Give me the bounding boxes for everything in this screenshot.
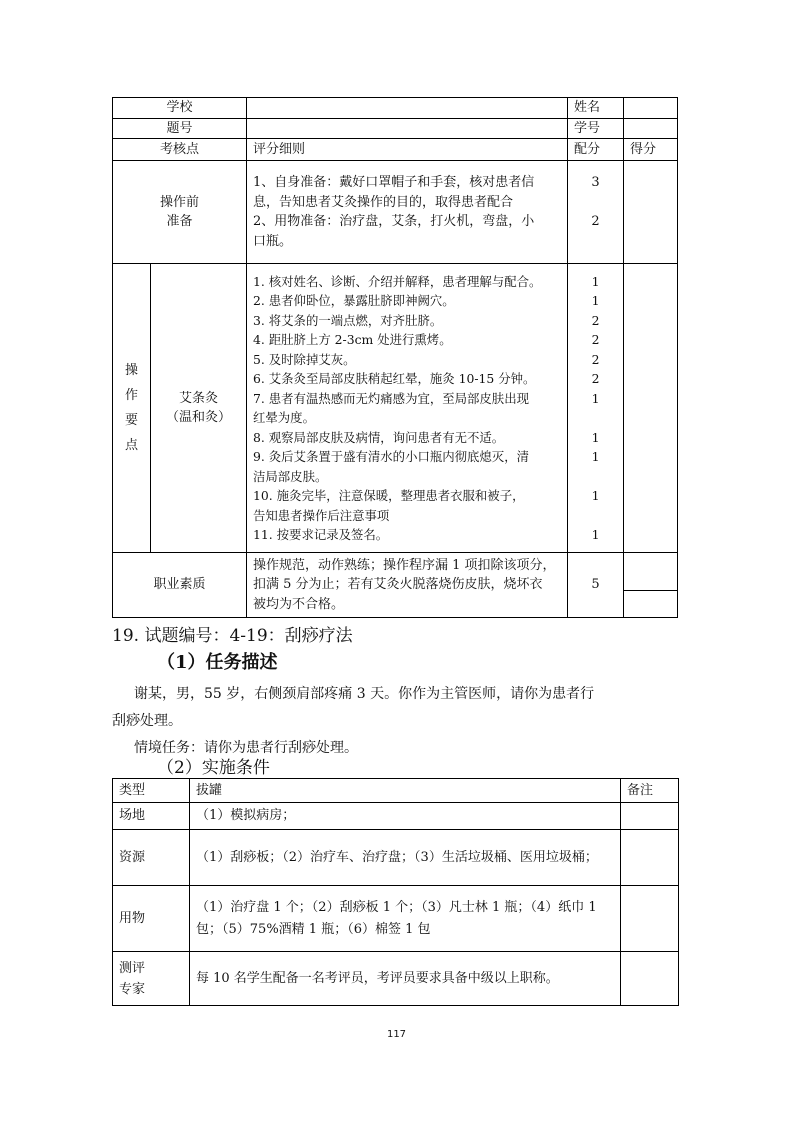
ops-score [574,506,617,526]
cond-header-note: 备注 [621,779,679,803]
ops-score: 2 [591,332,600,347]
prep-scores [568,161,624,264]
header-got: 得分 [624,139,678,161]
ops-score: 2 [591,312,600,328]
question-value[interactable] [247,118,568,139]
ops-line: 3. 将艾条的一端点燃，对齐肚脐。 [253,312,443,328]
ops-line: 10. 施灸完毕，注意保暖，整理患者衣服和被子， [253,488,525,503]
ops-line: 8. 观察局部皮肤及病情，询问患者有无不适。 [253,429,505,445]
scoring-table [112,97,678,618]
student-id-value[interactable] [624,118,678,139]
cond-note [621,803,679,830]
cond-type: 场地 [113,803,190,830]
cond-type: 资源 [113,830,190,886]
name-label: 姓名 [568,98,624,119]
ops-sub-label-line1: 艾条灸 [179,390,219,406]
cond-note [621,830,679,886]
ops-score: 1 [591,449,600,464]
cond-content: （1）刮痧板；（2）治疗车、治疗盘；（3）生活垃圾桶、医用垃圾桶； [190,830,621,886]
ops-line: 7. 患者有温热感而无灼痛感为宜，至局部皮肤出现 [253,390,529,406]
quality-got[interactable] [624,553,678,618]
ops-line: 6. 艾条灸至局部皮肤稍起红晕，施灸 10-15 分钟。 [253,371,536,386]
scenario-line: 情境任务：请你为患者行刮痧处理。 [134,740,358,756]
ops-label-char: 点 [124,438,138,453]
task-paragraph [134,680,684,708]
ops-line: 2. 患者仰卧位，暴露肚脐即神阙穴。 [253,293,455,308]
quality-line: 被均为不合格。 [253,596,345,612]
subsection-2-title: （2）实施条件 [157,758,270,778]
ops-label [113,264,151,553]
cond-note [621,952,679,1006]
ops-sub-label-line2: （温和灸） [166,410,232,425]
ops-details [247,264,568,553]
page-number: 117 [386,1029,407,1040]
ops-line: 4. 距肚脐上方 2-3cm 处进行熏烤。 [253,332,452,347]
ops-scores [568,264,624,553]
ops-got[interactable] [624,264,678,553]
cond-type-line: 专家 [119,981,146,997]
task-para-line1: 谢某，男，55 岁，右侧颈肩部疼痛 3 天。你作为主管医师，请你为患者行 [134,686,595,702]
prep-label-line1: 操作前 [160,194,200,210]
ops-line: 1. 核对姓名、诊断、介绍并解释，患者理解与配合。 [253,273,542,289]
quality-details [247,553,568,618]
subsection-1-title: （1）任务描述 [157,652,278,673]
ops-score [574,408,617,428]
student-id-label: 学号 [568,118,624,139]
ops-score: 1 [591,273,600,289]
prep-label [113,161,247,264]
prep-got[interactable] [624,161,678,264]
conditions-table [112,778,679,1006]
ops-score [574,467,617,487]
quality-label: 职业素质 [113,553,247,618]
quality-score: 5 [568,553,624,618]
ops-line: 5. 及时除掉艾灰。 [253,351,356,367]
ops-line: 红晕为度。 [253,410,315,425]
cond-type: 用物 [113,886,190,952]
quality-line: 扣满 5 分为止；若有艾灸火脱落烧伤皮肤，烧坏衣 [253,577,543,593]
cond-type [113,952,190,1006]
cond-content: 每 10 名学生配备一名考评员，考评员要求具备中级以上职称。 [190,952,621,1006]
ops-line: 11. 按要求记录及签名。 [253,527,389,542]
cond-content-line: （1）治疗盘 1 个；（2）刮痧板 1 个；（3）凡士林 1 瓶；（4）纸巾 1 [196,899,597,915]
ops-label-char: 要 [124,413,138,428]
ops-score: 1 [591,488,600,503]
ops-line: 9. 灸后艾条置于盛有清水的小口瓶内彻底熄灭，清 [253,449,529,464]
ops-score: 1 [591,527,600,542]
prep-detail-line: 1、自身准备：戴好口罩帽子和手套，核对患者信 [253,175,535,190]
ops-score: 2 [591,371,600,386]
prep-detail-line: 2、用物准备：治疗盘，艾条，打火机，弯盘，小 [253,214,535,229]
prep-detail-line: 口瓶。 [253,233,293,249]
prep-label-line2: 准备 [166,214,193,229]
ops-label-char: 操 [124,363,138,378]
task-para-line2: 刮痧处理。 [112,713,182,729]
cond-note [621,886,679,952]
header-point: 考核点 [113,139,247,161]
name-value[interactable] [624,98,678,119]
ops-score: 1 [591,429,600,445]
quality-line: 操作规范，动作熟练；操作程序漏 1 项扣除该项分， [253,557,556,573]
school-label: 学校 [113,98,247,119]
quality-got-upper[interactable] [624,553,677,591]
prep-details [247,161,568,264]
ops-score: 2 [591,351,600,367]
ops-sub-label [151,264,247,553]
cond-header-type: 类型 [113,779,190,803]
cond-header-content: 拔罐 [190,779,621,803]
prep-score-1: 3 [591,175,600,190]
prep-detail-line: 息，告知患者艾灸操作的目的，取得患者配合 [253,194,514,210]
cond-content [190,886,621,952]
cond-content-line: 包；（5）75%酒精 1 瓶；（6）棉签 1 包 [196,921,431,937]
quality-got-lower[interactable] [624,591,677,617]
section-19-title: 19. 试题编号：4-19：刮痧疗法 [112,626,353,646]
prep-score-2: 2 [591,214,600,229]
cond-type-line: 测评 [119,960,146,976]
ops-line: 洁局部皮肤。 [253,468,328,484]
cond-content: （1）模拟病房； [190,803,621,830]
header-score: 配分 [568,139,624,161]
question-label: 题号 [113,118,247,139]
ops-line: 告知患者操作后注意事项 [253,507,390,523]
ops-score: 1 [591,390,600,406]
ops-label-char: 作 [124,388,138,403]
ops-score: 1 [591,293,600,308]
header-detail: 评分细则 [247,139,568,161]
school-value[interactable] [247,98,568,119]
